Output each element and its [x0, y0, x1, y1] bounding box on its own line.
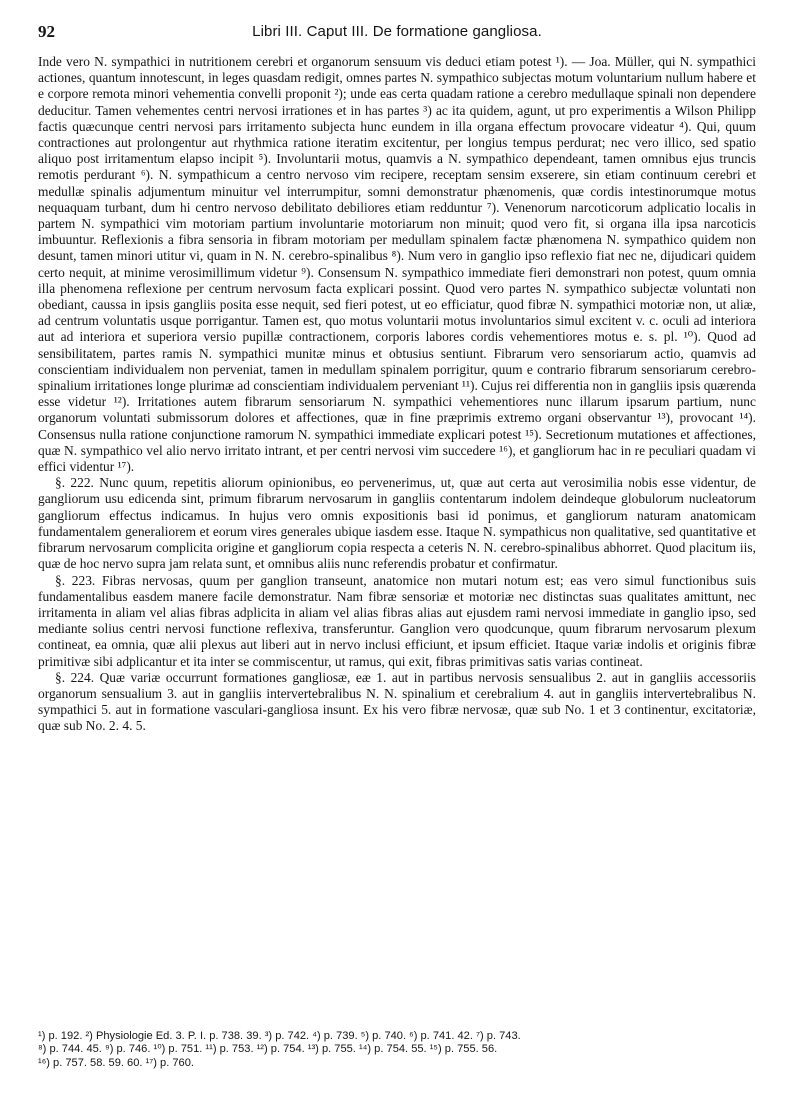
- paragraph-section-222: §. 222. Nunc quum, repetitis aliorum opinionibus, eo pervenerimus, ut, quæ aut certa aut verosimilia nobis esse videntur, de gangliorum usu edicenda sint, primum fibrarum nervosarum in gangliis contentarum indolem deindeque globulorum nucleatorum gangliorum effectus indicamus. In hujus vero omnis expositionis basi id ponimus, et gangliorum naturam anatomicam fundamentalem generaliorem et eorum vires generales ubique iasdem esse. Itaque N. sympathicus non qualitative, sed quantitative et fibrarum nervosarum complicita origine et gangliorum copia respecta a ceteris N. N. cerebro-spinalibus abhorret. Quod placitum iis, quæ de hoc nervo supra jam relata sunt, et omnibus aliis nunc referendis probatur et confirmatur.: [38, 475, 756, 572]
- page-header: [38, 22, 756, 46]
- body-text: [38, 54, 756, 735]
- paragraph-section-223: §. 223. Fibras nervosas, quum per ganglion transeunt, anatomice non mutari notum est; eas vero simul functionibus suis fundamentalibus easdem manere facile demonstratur. Nam fibræ sensoriæ et motoriæ nec distinctas suas qualitates amittunt, nec irritamenta in aliam vel alias fibras adplicita in aliam vel alias fibras alias aut ejusdem rami nervosi immediate in ganglio ipso, sed mediante solius centri nervosi functione reflexiva, transferuntur. Ganglion vero quodcunque, quum fibrarum nervosarum plexum contineat, ea omnia, quæ alii plexus aut liberi aut in nervo inclusi efficiunt, et ipsum efficiet. Itaque variæ indolis et originis fibræ primitivæ sibi adplicantur et ita inter se commiscentur, ut ramus, qui exit, fibras primitivas satis varias contineat.: [38, 572, 756, 669]
- paragraph-intro: Inde vero N. sympathici in nutritionem cerebri et organorum sensuum vis deduci etiam potest ¹). — Joa. Müller, qui N. sympathici actiones, quantum innotescunt, in leges quasdam redigit, omnes partes N. sympathico subjectas motum voluntarium nullum habere et e corpore remota minori vehementia convelli proponit ²); unde eas certa quadam ratione a cerebro medullaque spinali non dependere deducitur. Tamen vehementes centri nervosi irrationes et in has partes ³) ac ita quidem, agunt, ut pro experimentis a Wilson Philipp factis quæcunque centri nervosi pars irritamento subjecta hunc eundem in illa organa effectum provocare videatur ⁴). Qui, quum contractiones aut prolongentur aut rhythmica ratione iteratim excitentur, per longius tempus perdurat; nec vero illico, sed spatio aliquo post irritamentum elapso incipit ⁵). Involuntarii motus, quamvis a N. sympathico dependeant, tamen omnibus ejus truncis remotis perdurant ⁶). N. sympathicum a centro nervoso vim recipere, receptam sensim exserere, sin etiam continuum cerebri et medullæ spinalis adjumentum minuitur vel interrumpitur, somni demonstratur phænomenis, quæ cordis intestinorumque motus nequaquam turbant, dum hi centro nervoso debilitato debiliores etiam redduntur ⁷). Venenorum narcoticorum adplicatio localis in partem N. sympathici vim motoriam partium involuntarie motoriarum non minuit; quod vero fit, si organa illa ipsa narcoticis imbuuntur. Reflexionis a fibra sensoria in fibram motoriam per medullam spinalem factæ phænomena N. sympathico quidem non desunt, tamen minori utitur vi, quam in N. N. cerebro-spinalibus ⁸). Num vero in ganglio ipso reflexio fiat nec ne, dijudicari quidem certo nequit, at minime verosimillimum videtur ⁹). Consensum N. sympathico immediate fieri demonstrari non potest, quum omnia illa phenomena reflexione per centrum nervosum facta explicari possint. Quod vero partes N. sympathico subjectæ voluntati non obediant, caussa in ipsis gangliis posita esse nequit, sed fieri potest, ut eo efficiatur, quod fibræ N. sympathici motoriæ non, ut aliæ, ad centrum voluntatis usque porrigantur. Tamen est, quo motus voluntarii motus involuntarios simul excitent v. c. oculi ad interiora aut ad interiora et superiora versio pupillæ contractionem, corporis labores cordis vehementiores motus e. s. pl. ¹⁰). Quod ad sensibilitatem, partes ramis N. sympathici munitæ minus et obtusius sentiunt. Fibrarum vero sensoriarum actio, quamvis ad conscientiam individualem non perveniat, tamen in medullam spinalem porrigitur, quum e contrario fibrarum sensoriarum cerebro-spinalium irritationes longe plurimæ ad conscientiam individualem perveniant ¹¹). Cujus rei differentia non in gangliis ipsis quærenda esse videtur ¹²). Irritationes autem fibrarum sensoriarum N. sympathici vehementiores nunc illarum ipsarum partium, nunc organorum voluntati submissorum dolores et affectiones, quæ in fine præprimis extremo organi observantur ¹³), provocant ¹⁴). Consensus nulla ratione conjunctione ramorum N. sympathici immediate explicari potest ¹⁵). Secretionum mutationes et affectiones, quæ N. sympathico vel alio nervo irritato intrant, et per centri nervosi vim succedere ¹⁶), et gangliorum hac in re peculiari quadam vi effici videntur ¹⁷).: [38, 54, 756, 475]
- running-title: Libri III. Caput III. De formatione gangliosa.: [252, 23, 542, 40]
- footnotes: [38, 1030, 756, 1070]
- footnote-line: ⁸) p. 744. 45. ⁹) p. 746. ¹⁰) p. 751. ¹¹) p. 753. ¹²) p. 754. ¹³) p. 755. ¹⁴) p. 754. 55. ¹⁵) p. 755. 56.: [38, 1043, 498, 1056]
- paragraph-section-224: §. 224. Quæ variæ occurrunt formationes gangliosæ, eæ 1. aut in partibus nervosis sensualibus 2. aut in gangliis accessoriis organorum sensualium 3. aut in gangliis intervertebralibus N. N. spinalium et cerebralium 4. aut in gangliis intervertebralibus N. sympathici 5. aut in formatione vasculari-gangliosa insunt. Ex his vero fibræ nervosæ, quæ sub No. 1 et 3 continentur, excitatoriæ, quæ sub No. 2. 4. 5.: [38, 669, 756, 734]
- footnote-line: ¹⁶) p. 757. 58. 59. 60. ¹⁷) p. 760.: [38, 1056, 194, 1069]
- page-number: 92: [38, 22, 55, 41]
- footnote-line: ¹) p. 192. ²) Physiologie Ed. 3. P. I. p. 738. 39. ³) p. 742. ⁴) p. 739. ⁵) p. 740. ⁶) p. 741. 42. ⁷) p. 743.: [38, 1030, 521, 1042]
